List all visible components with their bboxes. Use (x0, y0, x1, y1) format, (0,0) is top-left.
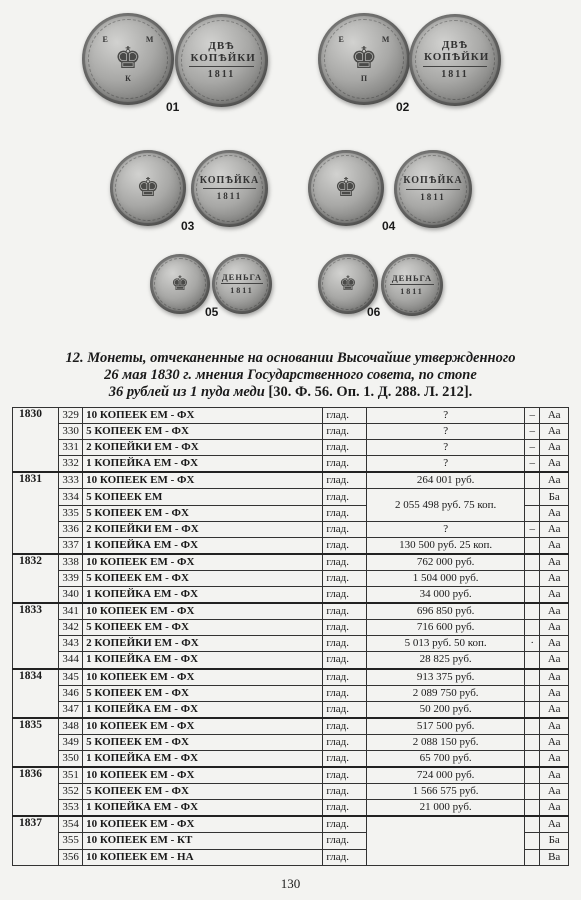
year-cell: 1837 (13, 816, 59, 865)
coin-name-cell: 10 КОПЕЕК ЕМ - ФХ (83, 718, 323, 735)
coin-name-cell: 5 КОПЕЕК ЕМ - ФХ (83, 505, 323, 521)
coin-01-reverse (175, 14, 268, 107)
rarity-cell: Аа (540, 701, 569, 718)
mintage-amount-cell: 130 500 руб. 25 коп. (367, 537, 525, 554)
catalog-number-cell: 335 (59, 505, 83, 521)
mark-cell (525, 784, 540, 800)
rarity-cell: Аа (540, 718, 569, 735)
mintage-amount-cell: 2 089 750 руб. (367, 685, 525, 701)
mark-cell (525, 849, 540, 865)
coin-03-reverse (191, 150, 268, 227)
rarity-cell: Аа (540, 685, 569, 701)
rarity-cell: Аа (540, 603, 569, 620)
table-row (13, 718, 569, 735)
mintage-amount-cell: 65 700 руб. (367, 750, 525, 767)
rarity-cell: Аа (540, 537, 569, 554)
table-row (13, 620, 569, 636)
edge-cell: глад. (323, 440, 367, 456)
edge-cell: глад. (323, 554, 367, 571)
photo-label: 04 (382, 219, 396, 233)
catalog-number-cell: 349 (59, 734, 83, 750)
rarity-cell: Аа (540, 408, 569, 424)
mark-cell (525, 767, 540, 784)
coin-photos (0, 0, 581, 325)
photo-label: 05 (205, 305, 219, 319)
mintage-amount-cell: 21 000 руб. (367, 800, 525, 817)
mintage-amount-cell: 2 088 150 руб. (367, 734, 525, 750)
mark-cell (525, 685, 540, 701)
table-row (13, 800, 569, 817)
mintage-amount-cell: 264 001 руб. (367, 472, 525, 489)
catalog-number-cell: 355 (59, 833, 83, 849)
rarity-cell: Аа (540, 734, 569, 750)
coin-name-cell: 1 КОПЕЙКА ЕМ - ФХ (83, 537, 323, 554)
mintage-amount-cell: 2 055 498 руб. 75 коп. (367, 489, 525, 521)
coin-name-cell: 1 КОПЕЙКА ЕМ - ФХ (83, 652, 323, 669)
year-cell: 1830 (13, 408, 59, 473)
mintage-amount-cell: 517 500 руб. (367, 718, 525, 735)
table-row (13, 570, 569, 586)
edge-cell: глад. (323, 620, 367, 636)
catalog-number-cell: 339 (59, 570, 83, 586)
rarity-cell: Аа (540, 554, 569, 571)
photo-label: 01 (166, 100, 180, 114)
coin-denomination: ДЕНЬГА (221, 271, 263, 282)
rarity-cell: Аа (540, 636, 569, 652)
catalog-number-cell: 334 (59, 489, 83, 505)
mintage-amount-cell: 913 375 руб. (367, 669, 525, 686)
table-row (13, 537, 569, 554)
coin-name-cell: 10 КОПЕЕК ЕМ - ФХ (83, 472, 323, 489)
coin-year: 1811 (216, 191, 243, 202)
mintage-amount-cell: 28 825 руб. (367, 652, 525, 669)
double-headed-eagle-icon: ♚ (136, 173, 160, 202)
coin-name-cell: 5 КОПЕЕК ЕМ - ФХ (83, 620, 323, 636)
rarity-cell: Аа (540, 424, 569, 440)
edge-cell: глад. (323, 767, 367, 784)
catalog-number-cell: 330 (59, 424, 83, 440)
mark-cell (525, 652, 540, 669)
year-cell: 1831 (13, 472, 59, 553)
coin-name-cell: 10 КОПЕЕК ЕМ - НА (83, 849, 323, 865)
coin-name-cell: 10 КОПЕЕК ЕМ - ФХ (83, 767, 323, 784)
coin-name-cell: 2 КОПЕЙКИ ЕМ - ФХ (83, 440, 323, 456)
table-row (13, 652, 569, 669)
mintage-amount-cell: 716 600 руб. (367, 620, 525, 636)
mark-cell (525, 718, 540, 735)
double-headed-eagle-icon: ♚ (339, 273, 357, 295)
rarity-cell: Аа (540, 767, 569, 784)
coin-denomination: КОПѢЙКА (403, 175, 463, 187)
mark-cell (525, 816, 540, 833)
coin-04-obverse (308, 150, 384, 226)
table-row (13, 489, 569, 505)
coin-name-cell: 1 КОПЕЙКА ЕМ - ФХ (83, 750, 323, 767)
mintage-amount-cell: 34 000 руб. (367, 587, 525, 604)
rarity-cell: Ба (540, 833, 569, 849)
coin-name-cell: 10 КОПЕЕК ЕМ - ФХ (83, 408, 323, 424)
catalog-number-cell: 351 (59, 767, 83, 784)
coin-name-cell: 1 КОПЕЙКА ЕМ - ФХ (83, 456, 323, 473)
coin-05-reverse (212, 254, 272, 314)
coin-name-cell: 5 КОПЕЕК ЕМ - ФХ (83, 784, 323, 800)
coin-year: 1811 (207, 69, 236, 81)
year-cell: 1835 (13, 718, 59, 767)
mark-cell (525, 669, 540, 686)
coin-06-reverse (381, 254, 443, 316)
catalog-number-cell: 333 (59, 472, 83, 489)
coin-01-obverse (82, 13, 174, 105)
edge-cell: глад. (323, 587, 367, 604)
mintage-amount-cell: ? (367, 408, 525, 424)
rarity-cell: Аа (540, 456, 569, 473)
rarity-cell: Аа (540, 669, 569, 686)
coin-year: 1811 (441, 68, 469, 80)
mark-cell: – (525, 408, 540, 424)
edge-cell: глад. (323, 570, 367, 586)
rarity-cell: Аа (540, 652, 569, 669)
table-caption (0, 350, 581, 401)
mark-cell (525, 537, 540, 554)
coin-05-obverse (150, 254, 210, 314)
coin-name-cell: 5 КОПЕЕК ЕМ - ФХ (83, 424, 323, 440)
catalog-number-cell: 329 (59, 408, 83, 424)
table-row (13, 784, 569, 800)
coin-name-cell: 1 КОПЕЙКА ЕМ - ФХ (83, 587, 323, 604)
mark-cell (525, 833, 540, 849)
coin-name-cell: 5 КОПЕЕК ЕМ - ФХ (83, 570, 323, 586)
edge-cell: глад. (323, 652, 367, 669)
mark-cell (525, 570, 540, 586)
coin-02-obverse (318, 13, 410, 105)
mark-cell (525, 505, 540, 521)
catalog-number-cell: 347 (59, 701, 83, 718)
coin-name-cell: 10 КОПЕЕК ЕМ - ФХ (83, 816, 323, 833)
mark-cell (525, 554, 540, 571)
catalog-number-cell: 332 (59, 456, 83, 473)
table-row (13, 669, 569, 686)
coin-denomination: ДВѢ КОПѢЙКИ (424, 39, 490, 63)
coin-name-cell: 10 КОПЕЕК ЕМ - ФХ (83, 554, 323, 571)
table-row (13, 456, 569, 473)
coin-name-cell: 1 КОПЕЙКА ЕМ - ФХ (83, 701, 323, 718)
table-row (13, 440, 569, 456)
catalog-number-cell: 336 (59, 521, 83, 537)
mintage-amount-cell: 50 200 руб. (367, 701, 525, 718)
rarity-cell: Аа (540, 440, 569, 456)
edge-cell: глад. (323, 636, 367, 652)
table-row (13, 554, 569, 571)
rarity-cell: Ба (540, 489, 569, 505)
edge-cell: глад. (323, 424, 367, 440)
edge-cell: глад. (323, 603, 367, 620)
mark-cell: – (525, 456, 540, 473)
mark-cell (525, 800, 540, 817)
obverse-letters: Е М (102, 35, 172, 44)
table-row (13, 750, 569, 767)
coin-year: 1811 (400, 287, 424, 297)
catalog-number-cell: 341 (59, 603, 83, 620)
coin-name-cell: 2 КОПЕЙКИ ЕМ - ФХ (83, 636, 323, 652)
coin-denomination: ДЕНЬГА (391, 272, 433, 283)
mintage-amount-cell (367, 816, 525, 865)
coin-name-cell: 10 КОПЕЕК ЕМ - ФХ (83, 669, 323, 686)
catalog-number-cell: 348 (59, 718, 83, 735)
catalog-number-cell: 331 (59, 440, 83, 456)
table-row (13, 734, 569, 750)
catalog-number-cell: 352 (59, 784, 83, 800)
coin-04-reverse (394, 150, 472, 228)
double-headed-eagle-icon: ♚ (114, 42, 142, 75)
edge-cell: глад. (323, 669, 367, 686)
catalog-number-cell: 350 (59, 750, 83, 767)
caption-line-3-text: 36 рублей из 1 пуда меди (108, 384, 269, 400)
edge-cell: глад. (323, 472, 367, 489)
edge-cell: глад. (323, 800, 367, 817)
mintage-amount-cell: ? (367, 456, 525, 473)
mintage-amount-cell: 1 504 000 руб. (367, 570, 525, 586)
mark-cell: – (525, 521, 540, 537)
caption-line-1: 12. Монеты, отчеканенные на основании Высочайше утвержденного (65, 350, 516, 366)
caption-archive-reference: [30. Ф. 56. Оп. 1. Д. 288. Л. 212] (268, 384, 469, 400)
rarity-cell: Аа (540, 620, 569, 636)
caption-line-3 (0, 384, 581, 401)
mark-cell (525, 750, 540, 767)
table-row (13, 816, 569, 833)
mark-cell: – (525, 424, 540, 440)
coin-name-cell: 5 КОПЕЕК ЕМ - ФХ (83, 734, 323, 750)
catalog-number-cell: 354 (59, 816, 83, 833)
coin-denomination: КОПѢЙКА (199, 174, 260, 186)
rarity-cell: Аа (540, 816, 569, 833)
year-cell: 1836 (13, 767, 59, 816)
catalog-number-cell: 344 (59, 652, 83, 669)
mintage-amount-cell: 696 850 руб. (367, 603, 525, 620)
catalog-number-cell: 343 (59, 636, 83, 652)
catalog-number-cell: 340 (59, 587, 83, 604)
rarity-cell: Аа (540, 784, 569, 800)
edge-cell: глад. (323, 456, 367, 473)
mark-cell (525, 472, 540, 489)
table-row (13, 603, 569, 620)
coin-mintage-table (12, 407, 569, 866)
mark-cell (525, 587, 540, 604)
double-headed-eagle-icon: ♚ (350, 42, 378, 75)
photo-label: 06 (367, 305, 381, 319)
edge-cell: глад. (323, 408, 367, 424)
caption-end: . (468, 384, 473, 400)
rarity-cell: Аа (540, 521, 569, 537)
edge-cell: глад. (323, 505, 367, 521)
catalog-number-cell: 337 (59, 537, 83, 554)
photo-label: 02 (396, 100, 410, 114)
coin-03-obverse (110, 150, 186, 226)
coin-name-cell: 1 КОПЕЙКА ЕМ - ФХ (83, 800, 323, 817)
mark-cell (525, 734, 540, 750)
table-row (13, 636, 569, 652)
edge-cell: глад. (323, 816, 367, 833)
edge-cell: глад. (323, 521, 367, 537)
table-row (13, 424, 569, 440)
mintage-amount-cell: 762 000 руб. (367, 554, 525, 571)
year-cell: 1833 (13, 603, 59, 668)
catalog-number-cell: 342 (59, 620, 83, 636)
mark-cell (525, 603, 540, 620)
table-row (13, 767, 569, 784)
catalog-number-cell: 338 (59, 554, 83, 571)
rarity-cell: Аа (540, 800, 569, 817)
catalog-number-cell: 353 (59, 800, 83, 817)
mintage-amount-cell: 1 566 575 руб. (367, 784, 525, 800)
coin-year: 1811 (420, 191, 446, 202)
year-cell: 1834 (13, 669, 59, 718)
edge-cell: глад. (323, 734, 367, 750)
photo-label: 03 (181, 219, 195, 233)
edge-cell: глад. (323, 718, 367, 735)
catalog-number-cell: 346 (59, 685, 83, 701)
obverse-mint: П (360, 74, 368, 83)
rarity-cell: Ва (540, 849, 569, 865)
mintage-amount-cell: 5 013 руб. 50 коп. (367, 636, 525, 652)
double-headed-eagle-icon: ♚ (171, 273, 189, 295)
edge-cell: глад. (323, 833, 367, 849)
coin-name-cell: 10 КОПЕЕК ЕМ - ФХ (83, 603, 323, 620)
catalog-number-cell: 345 (59, 669, 83, 686)
year-cell: 1832 (13, 554, 59, 603)
catalog-number-cell: 356 (59, 849, 83, 865)
rarity-cell: Аа (540, 472, 569, 489)
edge-cell: глад. (323, 489, 367, 505)
edge-cell: глад. (323, 849, 367, 865)
mintage-amount-cell: ? (367, 521, 525, 537)
edge-cell: глад. (323, 537, 367, 554)
mark-cell: – (525, 440, 540, 456)
coin-name-cell: 2 КОПЕЙКИ ЕМ - ФХ (83, 521, 323, 537)
coin-02-reverse (409, 14, 501, 106)
page-number: 130 (280, 876, 301, 891)
table-row (13, 587, 569, 604)
coin-year: 1811 (230, 286, 254, 296)
obverse-letters: Е М (338, 35, 408, 44)
mark-cell: · (525, 636, 540, 652)
table-row (13, 408, 569, 424)
edge-cell: глад. (323, 701, 367, 718)
edge-cell: глад. (323, 750, 367, 767)
mark-cell (525, 489, 540, 505)
edge-cell: глад. (323, 784, 367, 800)
rarity-cell: Аа (540, 750, 569, 767)
double-headed-eagle-icon: ♚ (334, 173, 358, 202)
mark-cell (525, 620, 540, 636)
mark-cell (525, 701, 540, 718)
coin-denomination: ДВѢ КОПѢЙКИ (190, 39, 256, 64)
coin-name-cell: 5 КОПЕЕК ЕМ (83, 489, 323, 505)
coin-name-cell: 5 КОПЕЕК ЕМ - ФХ (83, 685, 323, 701)
mintage-amount-cell: ? (367, 440, 525, 456)
mintage-amount-cell: ? (367, 424, 525, 440)
table-row (13, 472, 569, 489)
table-row (13, 521, 569, 537)
rarity-cell: Аа (540, 587, 569, 604)
mintage-amount-cell: 724 000 руб. (367, 767, 525, 784)
coin-name-cell: 10 КОПЕЕК ЕМ - КТ (83, 833, 323, 849)
obverse-mint: К (125, 74, 131, 83)
table-row (13, 701, 569, 718)
rarity-cell: Аа (540, 570, 569, 586)
rarity-cell: Аа (540, 505, 569, 521)
caption-line-2: 26 мая 1830 г. мнения Государственного совета, по стопе (104, 367, 477, 383)
edge-cell: глад. (323, 685, 367, 701)
table-row (13, 685, 569, 701)
